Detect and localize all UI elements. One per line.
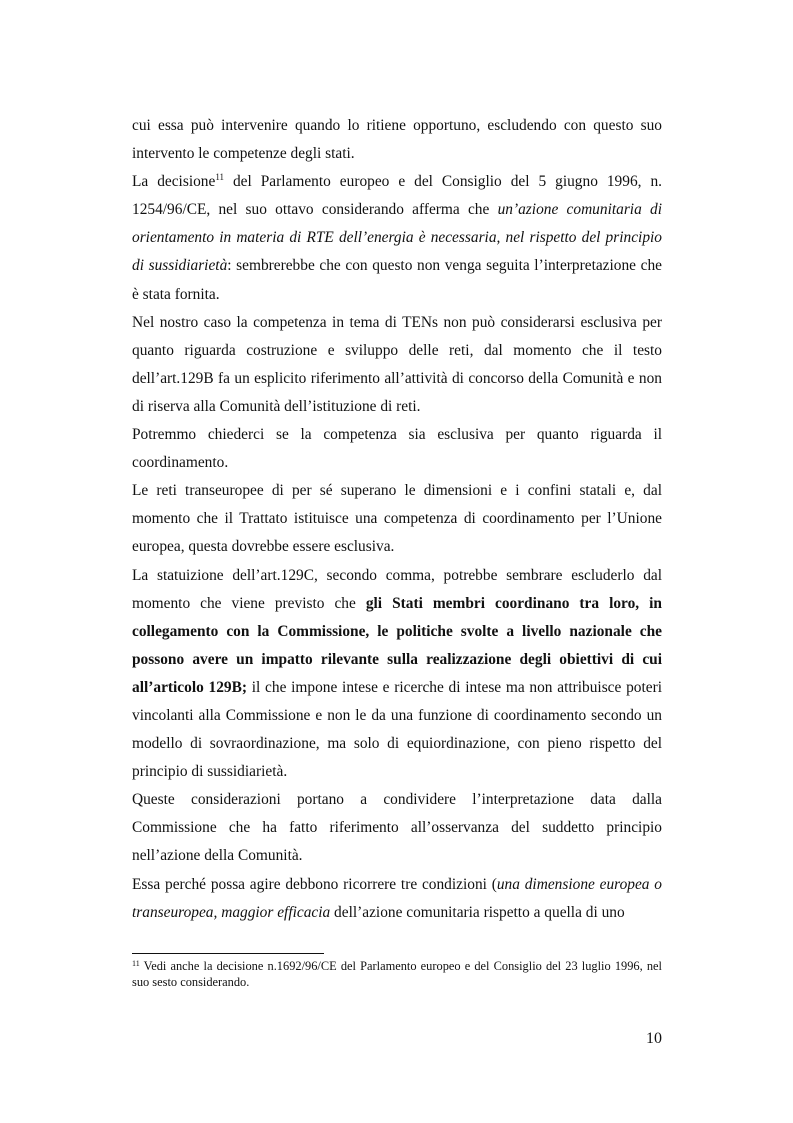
text-run: Potremmo chiederci se la competenza sia esclusiva per quanto riguarda il coordinamento.: [132, 426, 662, 472]
text-run: Le reti transeuropee di per sé superano le dimensioni e i confini statali e, dal momento che il Trattato istituisce una competenza di coordinamento per l’Unione europea, questa dovrebbe essere esclusiva.: [132, 482, 662, 556]
paragraph: [132, 168, 662, 308]
paragraph: [132, 871, 662, 927]
footnote-divider: [132, 953, 324, 954]
text-run: La statuizione dell’art.129C, secondo comma, potrebbe sembrare escluderlo dal momento che viene previsto che: [132, 566, 662, 612]
text-run: Essa perché possa agire debbono ricorrere tre condizioni (: [132, 875, 497, 893]
paragraph: [132, 309, 662, 421]
text-run: il che impone intese e ricerche di intese ma non attribuisce poteri vincolanti alla Commissione e non le da una funzione di coordinamento secondo un modello di sovraordinazione, ma solo di equiordinazione, con pieno rispetto del principio di sussidiarietà.: [132, 678, 662, 781]
text-run: Nel nostro caso la competenza in tema di TENs non può considerarsi esclusiva per quanto riguarda costruzione e sviluppo delle reti, dal momento che il testo dell’art.129B fa un esplicito riferimento all’attività di concorso della Comunità e non di riserva alla Comunità dell’istituzione di reti.: [132, 313, 662, 415]
text-run: Queste considerazioni portano a condividere l’interpretazione data dalla Commissione che ha fatto riferimento all’osservanza del suddetto principio nell’azione della Comunità.: [132, 791, 662, 865]
footnote: [132, 958, 662, 990]
footnote-number: 11: [132, 959, 140, 968]
text-run: del Parlamento europeo e del Consiglio del 5 giugno 1996, n. 1254/96/CE, nel suo ottavo considerando afferma che: [132, 173, 662, 219]
italic-quote: un’azione comunitaria di orientamento in materia di RTE dell’energia è necessaria, nel rispetto del principio di sussidiarietà: [132, 201, 662, 275]
paragraph: [132, 562, 662, 787]
footnote-text: Vedi anche la decisione n.1692/96/CE del Parlamento europeo e del Consiglio del 23 luglio 1996, nel suo sesto considerando.: [132, 959, 662, 989]
text-run: cui essa può intervenire quando lo ritiene opportuno, escludendo con questo suo intervento le competenze degli stati.: [132, 117, 662, 163]
paragraph: [132, 112, 662, 168]
paragraph: [132, 786, 662, 870]
paragraph: [132, 421, 662, 477]
page-number: 10: [646, 1030, 662, 1047]
italic-quote: una dimensione europea o transeuropea, maggior efficacia: [132, 875, 662, 921]
paragraph: [132, 477, 662, 561]
body-text: [132, 112, 662, 927]
text-run: dell’azione comunitaria rispetto a quella di uno: [330, 903, 625, 921]
bold-quote: gli Stati membri coordinano tra loro, in collegamento con la Commissione, le politiche svolte a livello nazionale che possono avere un impatto rilevante sulla realizzazione degli obiettivi di cui all’articolo 129B;: [132, 594, 662, 696]
footnote-reference: 11: [215, 172, 224, 183]
text-run: La decisione: [132, 173, 216, 191]
text-run: : sembrerebbe che con questo non venga seguita l’interpretazione che è stata fornita.: [132, 257, 662, 303]
